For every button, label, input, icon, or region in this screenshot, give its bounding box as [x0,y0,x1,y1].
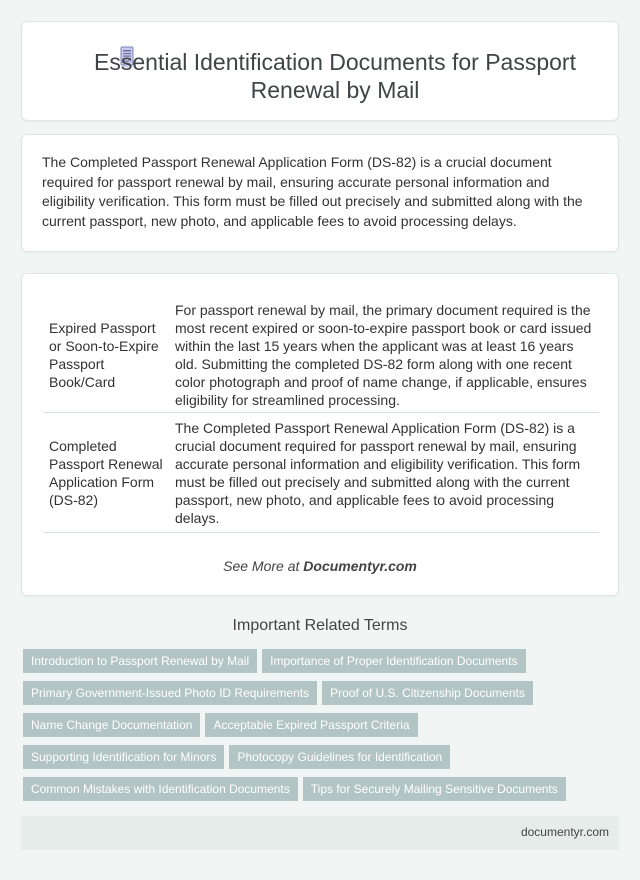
footer [21,816,619,850]
related-term-tag[interactable]: Name Change Documentation [23,713,200,737]
tag-row [23,777,619,809]
related-term-tag[interactable]: Supporting Identification for Minors [23,745,224,769]
intro-text: The Completed Passport Renewal Application Form (DS-82) is a crucial document required for passport renewal by mail, ensuring accurate personal information and eligibility verification. This form must be filled out precisely and submitted along with the current passport, new photo, and applicable fees to avoid processing delays. [42,154,583,229]
row-key: Completed Passport Renewal Application Form (DS-82) [43,413,169,533]
table-row [43,298,599,413]
related-term-tag[interactable]: Tips for Securely Mailing Sensitive Documents [303,777,566,801]
related-term-tag[interactable]: Common Mistakes with Identification Documents [23,777,298,801]
documents-table [43,298,599,533]
related-term-tag[interactable]: Importance of Proper Identification Documents [262,649,525,673]
row-value: For passport renewal by mail, the primary document required is the most recent expired or soon-to-expire passport book or card issued within the last 15 years when the applicant was at least 16 years old. Submitting the completed DS-82 form along with one recent color photograph and proof of name change, if applicable, ensures eligibility for streamlined processing. [169,298,599,413]
row-key: Expired Passport or Soon-to-Expire Passport Book/Card [43,298,169,413]
header-card [21,21,619,121]
page-title: Essential Identification Documents for Passport Renewal by Mail [94,49,576,103]
see-more-site[interactable]: Documentyr.com [303,558,417,574]
related-terms-tags [23,649,619,809]
related-term-tag[interactable]: Primary Government-Issued Photo ID Requirements [23,681,317,705]
table-row [43,413,599,533]
documents-table-card [21,273,619,596]
intro-card [21,134,619,252]
footer-site[interactable]: documentyr.com [520,825,609,839]
related-term-tag[interactable]: Acceptable Expired Passport Criteria [205,713,417,737]
tag-row [23,681,619,713]
related-term-tag[interactable]: Introduction to Passport Renewal by Mail [23,649,257,673]
related-term-tag[interactable]: Photocopy Guidelines for Identification [229,745,450,769]
related-term-tag[interactable]: Proof of U.S. Citizenship Documents [322,681,533,705]
row-value: The Completed Passport Renewal Application Form (DS-82) is a crucial document required for passport renewal by mail, ensuring accurate personal information and eligibility verification. This form must be filled out precisely and submitted along with the current passport, new photo, and applicable fees to avoid processing delays. [169,413,599,533]
related-terms-title: Important Related Terms [232,617,408,634]
see-more-prefix: See More at [223,558,304,574]
tag-row [23,649,619,681]
tag-row [23,745,619,777]
see-more-link[interactable] [22,558,618,574]
tag-row [23,713,619,745]
